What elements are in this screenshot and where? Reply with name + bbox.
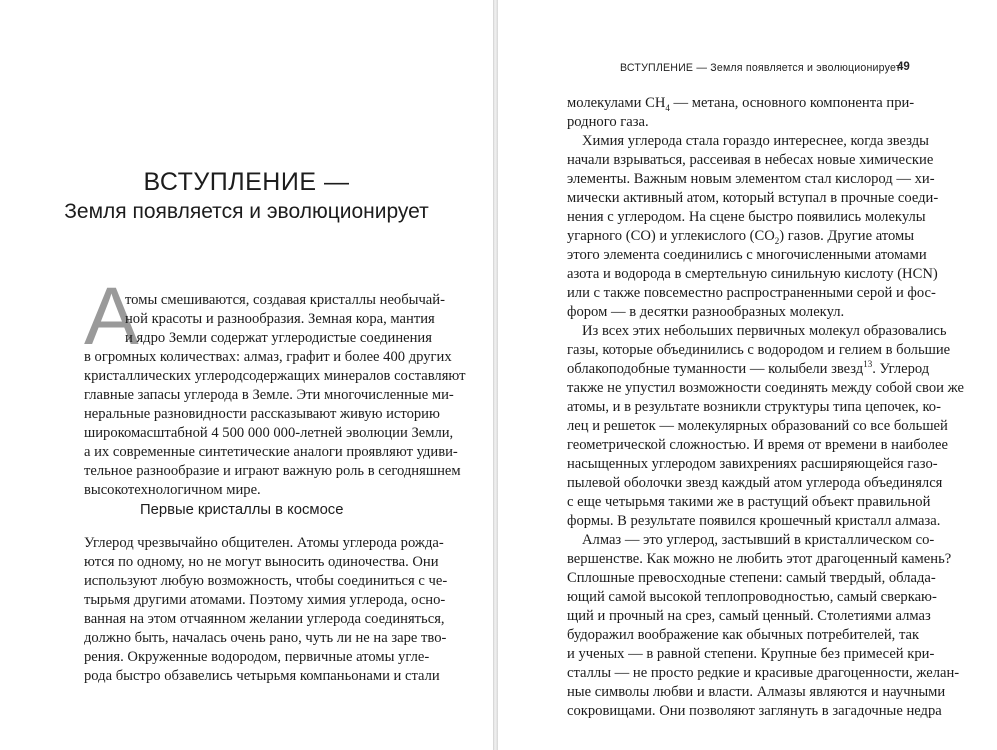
- body-line: формы. В результате появился крошечный кристалл алмаза.: [567, 513, 941, 529]
- body-line: щий и прочный на срез, самый ценный. Столетиями алмаз: [567, 608, 931, 624]
- body-line: начали взрываться, рассеивая в небесах новые химические: [567, 152, 934, 168]
- footnote-ref: 13: [863, 359, 873, 370]
- intro-line: а их современные синтетические аналоги проявляют удиви-: [84, 444, 458, 460]
- body-line: насыщенных углеродом завихрениях расширяющейся газо-: [567, 456, 938, 472]
- body-line: рода быстро обзавелись четырьмя компаньонами и стали: [84, 668, 440, 684]
- running-header: ВСТУПЛЕНИЕ — Земля появляется и эволюционирует: [620, 62, 901, 74]
- body-line: ющий самой высокой теплопроводностью, самый сверкаю-: [567, 589, 937, 605]
- body-line: тырьмя другими атомами. Поэтому химия углерода, осно-: [84, 592, 446, 608]
- body-line: фором — в десятки разнообразных молекул.: [567, 304, 845, 320]
- chapter-title: ВСТУПЛЕНИЕ —: [143, 168, 350, 196]
- intro-line: ной красоты и разнообразия. Земная кора, мантия: [125, 311, 435, 327]
- intro-line: главные запасы углерода в Земле. Эти многочисленные ми-: [84, 387, 454, 403]
- body-line: облакоподобные туманности — колыбели звезд$^{13}$. Углерод: [567, 359, 930, 377]
- body-line: мически активный атом, который вступал в прочные соеди-: [567, 190, 939, 206]
- body-line: лец и решеток — молекулярных образований со все большей: [567, 418, 948, 434]
- body-line: рения. Окруженные водородом, первичные атомы угле-: [84, 649, 430, 665]
- body-line: и ученых — в равной степени. Крупные без примесей кри-: [567, 646, 935, 662]
- left-page: [0, 0, 493, 750]
- body-line: геометрической сложностью. И время от времени в наиболее: [567, 437, 949, 453]
- body-line: вершенстве. Как можно не любить этот драгоценный камень?: [567, 551, 952, 567]
- body-line: молекулами $CH_4$ — метана, основного компонента при-: [567, 95, 915, 113]
- body-line: ются по одному, но не могут выносить одиночества. Они: [84, 554, 439, 570]
- body-line: азота и водорода в смертельную синильную кислоту (HCN): [567, 266, 938, 282]
- intro-line: тельное разнообразие и играют важную роль в сегодняшнем: [84, 463, 461, 479]
- body-line: Из всех этих небольших первичных молекул образовались: [582, 323, 947, 339]
- intro-line: и ядро Земли содержат углеродистые соединения: [125, 330, 432, 346]
- drop-cap: А: [84, 271, 139, 362]
- intro-line: томы смешиваются, создавая кристаллы необычай-: [125, 292, 445, 308]
- body-line: сокровищами. Они позволяют заглянуть в загадочные недра: [567, 703, 942, 719]
- body-line: ные символы любви и власти. Алмазы являются и научными: [567, 684, 946, 700]
- body-line: будоражил воображение как обычных потребителей, так: [567, 627, 920, 643]
- body-line: пылевой оболочки звезд каждый атом углерода объединялся: [567, 475, 943, 491]
- body-line: с еще четырьмя такими же в растущий объект правильной: [567, 494, 931, 510]
- body-line: ванная на этом отчаянном желании углерода соединяться,: [84, 611, 445, 627]
- body-line: также не упустил возможности соединять между собой свои же: [567, 380, 964, 396]
- chapter-subtitle: Земля появляется и эволюционирует: [64, 200, 429, 223]
- body-line: родного газа.: [567, 114, 649, 130]
- intro-line: в огромных количествах: алмаз, графит и более 400 других: [84, 349, 452, 365]
- body-line: Химия углерода стала гораздо интереснее, когда звезды: [582, 133, 929, 149]
- page-number: 49: [897, 61, 910, 73]
- body-line: газы, которые объединились с водородом и гелием в большие: [567, 342, 951, 358]
- body-line: этого элемента соединились с многочисленными атомами: [567, 247, 927, 263]
- body-line: атомы, и в результате возникли структуры типа цепочек, ко-: [567, 399, 941, 415]
- intro-line: неральные разновидности рассказывают живую историю: [84, 406, 440, 422]
- body-line: Углерод чрезвычайно общителен. Атомы углерода рожда-: [84, 535, 444, 551]
- intro-line: высокотехнологичном мире.: [84, 482, 261, 498]
- body-line: элементы. Важным новым элементом стал кислород — хи-: [567, 171, 935, 187]
- body-line: Сплошные превосходные степени: самый твердый, облада-: [567, 570, 936, 586]
- body-line: или с также повсеместно распространенными серой и фос-: [567, 285, 936, 301]
- body-line: Алмаз — это углерод, застывший в кристаллическом со-: [582, 532, 935, 548]
- body-line: используют любую возможность, чтобы соединиться с че-: [84, 573, 448, 589]
- intro-line: широкомасштабной 4 500 000 000-летней эволюции Земли,: [84, 425, 454, 441]
- body-line: нения с углеродом. На сцене быстро появились молекулы: [567, 209, 926, 225]
- body-line: должно быть, началась очень рано, чуть ли не на заре тво-: [84, 630, 447, 646]
- section-heading: Первые кристаллы в космосе: [140, 502, 344, 518]
- body-line: угарного (CO) и углекислого $(CO_2)$ газов. Другие атомы: [567, 228, 915, 246]
- intro-line: кристаллических углеродсодержащих минералов составляют: [84, 368, 466, 384]
- body-line: сталлы — не просто редкие и красивые драгоценности, желан-: [567, 665, 960, 681]
